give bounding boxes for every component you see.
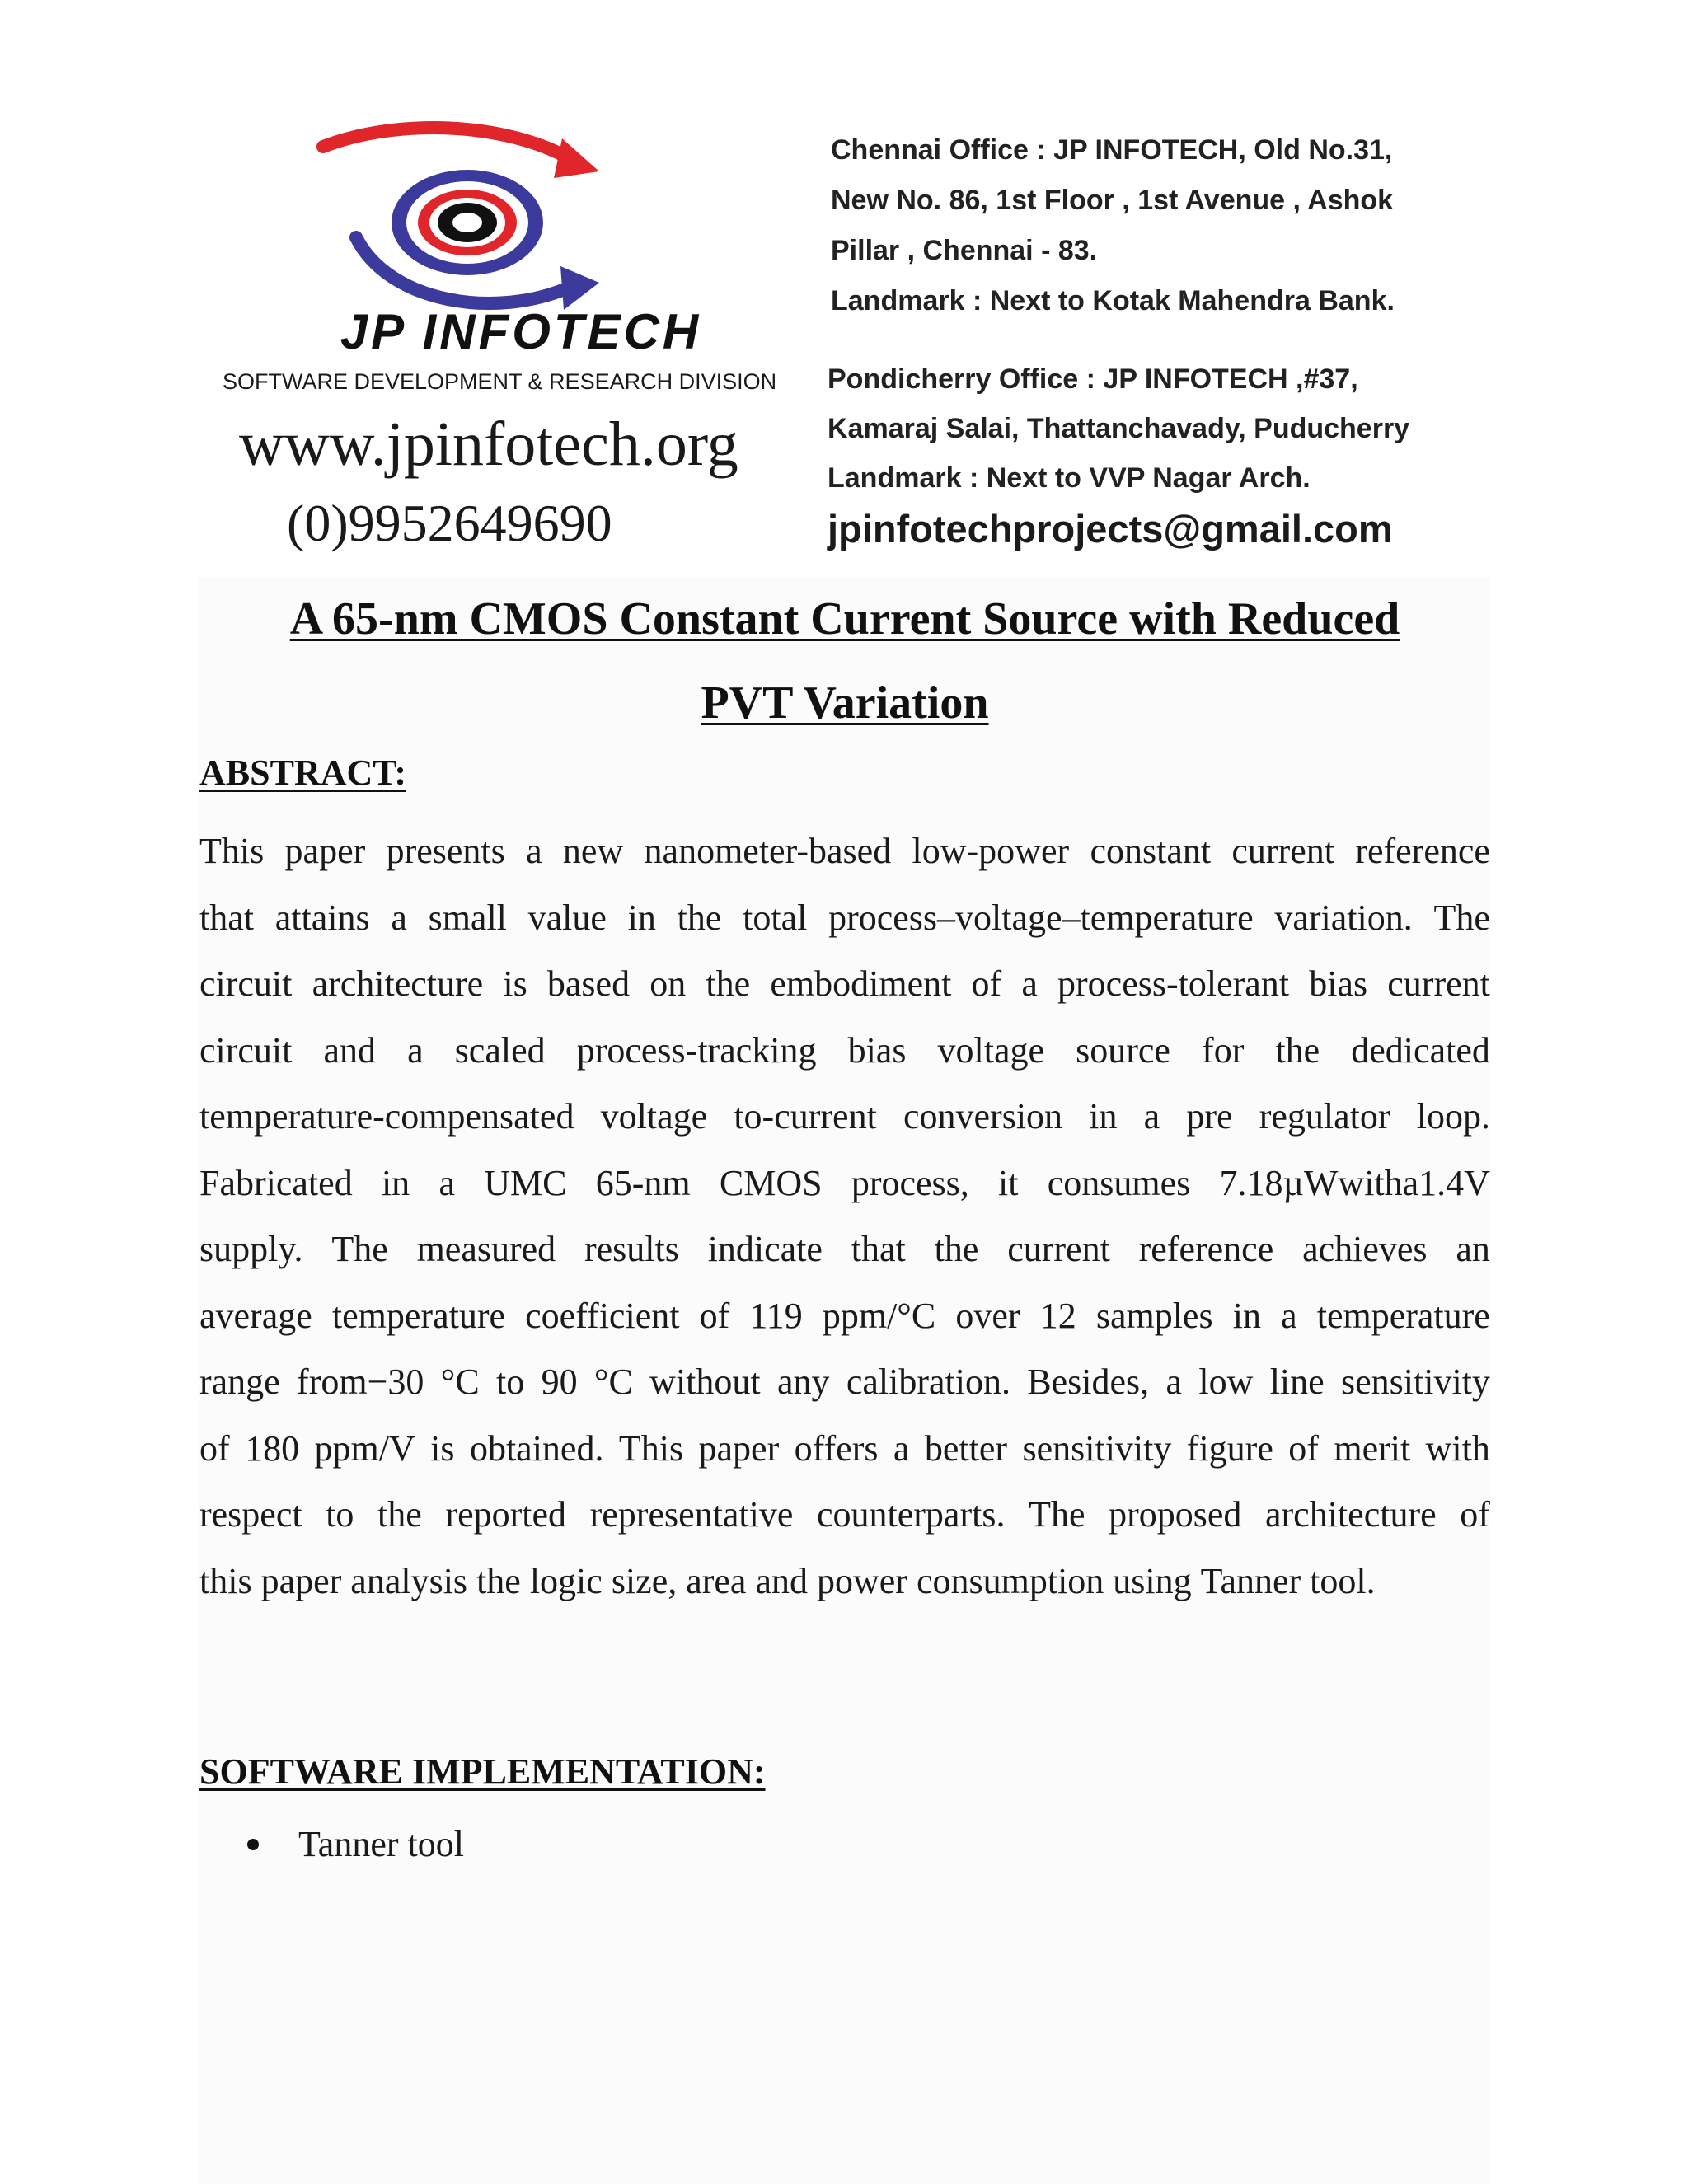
abstract-word: CMOS	[719, 1162, 823, 1203]
abstract-word: process-tracking	[576, 1029, 817, 1071]
abstract-word: figure	[1186, 1427, 1273, 1469]
abstract-word: better	[924, 1427, 1008, 1469]
abstract-word: logic	[529, 1560, 603, 1601]
abstract-word: of	[199, 1427, 230, 1469]
abstract-word: source	[1076, 1029, 1170, 1071]
abstract-word: The	[1433, 897, 1490, 938]
abstract-word: range	[199, 1361, 280, 1402]
abstract-word: constant	[1090, 831, 1212, 871]
abstract-word: low-power	[912, 831, 1070, 871]
abstract-word: 7.18µWwitha1.4V	[1219, 1162, 1490, 1203]
pondicherry-office-address	[828, 354, 1409, 503]
abstract-word: of	[1460, 1494, 1490, 1535]
abstract-word: using	[1113, 1560, 1192, 1601]
abstract-word: consumes	[1047, 1162, 1191, 1203]
abstract-word: the	[934, 1229, 979, 1269]
abstract-word: Besides,	[1027, 1361, 1150, 1402]
abstract-word: the	[476, 1560, 521, 1601]
abstract-word: conversion	[903, 1096, 1063, 1137]
abstract-word: results	[584, 1229, 679, 1269]
abstract-word: tool.	[1310, 1560, 1376, 1601]
abstract-word: based	[546, 963, 631, 1004]
chennai-office-address	[831, 125, 1395, 326]
abstract-word: samples	[1095, 1295, 1213, 1336]
abstract-word: over	[955, 1295, 1020, 1336]
abstract-word: paper	[260, 1560, 342, 1601]
abstract-word: of	[1288, 1427, 1319, 1469]
abstract-word: representative	[589, 1494, 794, 1535]
abstract-word: the	[706, 963, 751, 1004]
abstract-word: This	[199, 831, 265, 871]
abstract-word: reference	[1138, 1229, 1274, 1269]
abstract-word: bias	[1309, 963, 1368, 1004]
abstract-word: 65-nm	[595, 1162, 691, 1203]
abstract-word: Tanner	[1200, 1560, 1301, 1601]
abstract-line	[199, 1349, 1490, 1416]
address-line: Pillar , Chennai - 83.	[831, 235, 1098, 266]
abstract-word: a	[1021, 963, 1038, 1004]
abstract-word: reference	[1355, 831, 1490, 871]
abstract-word: reported	[445, 1494, 567, 1535]
abstract-word: UMC	[484, 1162, 567, 1203]
abstract-word: on	[649, 963, 687, 1004]
abstract-word: current	[1231, 831, 1334, 871]
paper-title	[199, 577, 1490, 745]
abstract-word: analysis	[350, 1560, 468, 1601]
abstract-line	[199, 1482, 1490, 1549]
abstract-line	[199, 885, 1490, 952]
abstract-word: that	[851, 1229, 906, 1269]
abstract-word: the	[677, 897, 722, 938]
abstract-word: in	[1232, 1295, 1261, 1336]
software-implementation-heading: SOFTWARE IMPLEMENTATION:	[199, 1751, 766, 1792]
jp-infotech-logo-icon	[298, 114, 686, 410]
abstract-word: in	[1089, 1096, 1118, 1137]
abstract-word: current	[1387, 963, 1490, 1004]
abstract-word: measured	[416, 1229, 556, 1269]
abstract-word: temperature	[331, 1295, 506, 1336]
abstract-word: temperature	[1316, 1295, 1490, 1336]
abstract-word: bias	[847, 1029, 907, 1071]
abstract-word: scaled	[454, 1029, 546, 1071]
abstract-word: calibration.	[846, 1361, 1010, 1402]
abstract-word: proposed	[1109, 1494, 1242, 1535]
abstract-word: circuit	[199, 1029, 293, 1071]
abstract-word: supply.	[199, 1229, 303, 1269]
abstract-word: from−30	[297, 1361, 424, 1402]
abstract-word: is	[503, 963, 528, 1004]
address-line: Chennai Office : JP INFOTECH, Old No.31,	[831, 134, 1393, 166]
abstract-word: °C	[440, 1361, 480, 1402]
abstract-word: size,	[611, 1560, 678, 1601]
abstract-word: to	[496, 1361, 525, 1402]
abstract-word: process-tolerant	[1057, 963, 1290, 1004]
header-banner	[199, 97, 1490, 577]
bullet-icon	[247, 1839, 259, 1850]
abstract-word: coefficient	[525, 1295, 680, 1336]
abstract-word: that	[199, 897, 254, 938]
abstract-word: embodiment	[770, 963, 952, 1004]
address-line: Landmark : Next to VVP Nagar Arch.	[828, 462, 1311, 494]
abstract-word: process,	[851, 1162, 969, 1203]
abstract-word: average	[199, 1295, 312, 1336]
abstract-word: pre	[1186, 1096, 1233, 1137]
abstract-word: paper	[698, 1427, 780, 1469]
abstract-word: nanometer-based	[644, 831, 892, 871]
abstract-word: power	[817, 1560, 907, 1601]
email-address: jpinfotechprojects@gmail.com	[828, 507, 1393, 551]
abstract-word: temperature-compensated	[199, 1096, 574, 1137]
abstract-word: a	[1281, 1295, 1297, 1336]
abstract-word: ppm/°C	[822, 1295, 936, 1336]
abstract-word: a	[438, 1162, 455, 1203]
abstract-word: process–voltage–temperature	[828, 897, 1254, 938]
abstract-word: ppm/V	[314, 1427, 415, 1469]
abstract-word: and	[323, 1029, 376, 1071]
abstract-word: low	[1198, 1361, 1254, 1402]
abstract-word: for	[1202, 1029, 1245, 1071]
abstract-word: with	[1425, 1427, 1490, 1469]
abstract-word: a	[407, 1029, 424, 1071]
abstract-line	[199, 1018, 1490, 1085]
abstract-word: a	[893, 1427, 910, 1469]
abstract-word: value	[528, 897, 607, 938]
abstract-word: 180	[245, 1427, 300, 1469]
title-line: PVT Variation	[701, 677, 989, 729]
abstract-word: consumption	[916, 1560, 1104, 1601]
abstract-word: of	[971, 963, 1002, 1004]
abstract-word: to	[326, 1494, 354, 1535]
abstract-word: to-current	[734, 1096, 877, 1137]
abstract-word: this	[199, 1560, 252, 1601]
abstract-word: 119	[749, 1295, 803, 1336]
abstract-word: architecture	[312, 963, 484, 1004]
brand-tagline: SOFTWARE DEVELOPMENT & RESEARCH DIVISION	[223, 369, 777, 394]
abstract-line	[199, 1283, 1490, 1350]
abstract-word: merit	[1334, 1427, 1411, 1469]
abstract-word: is	[430, 1427, 455, 1469]
abstract-word: in	[381, 1162, 410, 1203]
abstract-line	[199, 1151, 1490, 1217]
abstract-word: in	[627, 897, 656, 938]
abstract-word: attains	[274, 897, 370, 938]
abstract-word: the	[1275, 1029, 1320, 1071]
abstract-word: sensitivity	[1341, 1361, 1490, 1402]
address-line: Landmark : Next to Kotak Mahendra Bank.	[831, 285, 1395, 316]
abstract-word: dedicated	[1351, 1029, 1490, 1071]
abstract-word: achieves	[1302, 1229, 1428, 1269]
abstract-word: This	[618, 1427, 684, 1469]
abstract-word: the	[377, 1494, 422, 1535]
abstract-line	[199, 1416, 1490, 1483]
abstract-word: variation.	[1274, 897, 1413, 938]
abstract-word: a	[526, 831, 542, 871]
abstract-word: regulator	[1259, 1096, 1390, 1137]
abstract-word: The	[1029, 1494, 1085, 1535]
abstract-word: and	[755, 1560, 808, 1601]
address-line: Kamaraj Salai, Thattanchavady, Puducherry	[828, 413, 1410, 444]
abstract-word: voltage	[937, 1029, 1045, 1071]
abstract-word: counterparts.	[816, 1494, 1006, 1535]
phone-number: (0)9952649690	[287, 494, 612, 552]
abstract-word: offers	[794, 1427, 879, 1469]
abstract-word: without	[649, 1361, 761, 1402]
abstract-word: architecture	[1265, 1494, 1437, 1535]
abstract-word: The	[331, 1229, 388, 1269]
abstract-line	[199, 818, 1490, 885]
brand-name: JP INFOTECH	[340, 304, 702, 359]
address-line: New No. 86, 1st Floor , 1st Avenue , Ashok	[831, 185, 1394, 216]
abstract-line	[199, 1084, 1490, 1151]
abstract-word: current	[1007, 1229, 1110, 1269]
software-list	[247, 1820, 464, 1869]
abstract-word: small	[428, 897, 507, 938]
abstract-word: line	[1269, 1361, 1325, 1402]
abstract-word: °C	[593, 1361, 633, 1402]
title-line: A 65-nm CMOS Constant Current Source with Reduced	[289, 593, 1400, 644]
abstract-word: total	[743, 897, 808, 938]
abstract-word: an	[1456, 1229, 1490, 1269]
abstract-word: presents	[386, 831, 505, 871]
abstract-word: it	[998, 1162, 1019, 1203]
abstract-word: indicate	[707, 1229, 823, 1269]
abstract-text	[199, 818, 1490, 1615]
abstract-word: area	[686, 1560, 747, 1601]
abstract-word: any	[776, 1361, 830, 1402]
abstract-word: voltage	[600, 1096, 708, 1137]
abstract-word: obtained.	[469, 1427, 604, 1469]
abstract-word: a	[391, 897, 407, 938]
abstract-line	[199, 1216, 1490, 1283]
abstract-word: of	[699, 1295, 730, 1336]
list-item-text: Tanner tool	[298, 1824, 464, 1864]
abstract-word: loop.	[1416, 1096, 1490, 1137]
abstract-line	[199, 1549, 1490, 1615]
abstract-heading: ABSTRACT:	[199, 752, 407, 793]
address-line: Pondicherry Office : JP INFOTECH ,#37,	[828, 363, 1358, 395]
abstract-word: a	[1143, 1096, 1160, 1137]
abstract-word: circuit	[199, 963, 293, 1004]
abstract-word: Fabricated	[199, 1162, 353, 1203]
abstract-line	[199, 951, 1490, 1018]
abstract-word: 12	[1039, 1295, 1076, 1336]
website-text: www.jpinfotech.org	[239, 410, 738, 479]
abstract-word: respect	[199, 1494, 302, 1535]
abstract-word: sensitivity	[1022, 1427, 1172, 1469]
abstract-word: 90	[541, 1361, 578, 1402]
list-item	[247, 1820, 464, 1869]
abstract-word: new	[562, 831, 624, 871]
abstract-word: a	[1165, 1361, 1183, 1402]
abstract-word: paper	[284, 831, 366, 871]
